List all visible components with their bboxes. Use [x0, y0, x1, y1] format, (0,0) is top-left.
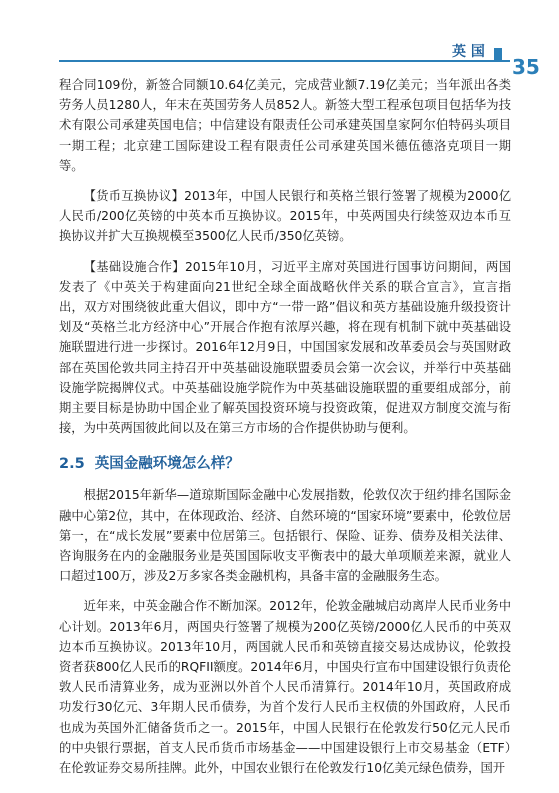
page-body: [59, 75, 511, 788]
paragraph-infrastructure: 【基础设施合作】2015年10月，习近平主席对英国进行国事访问期间，两国发表了《中英关于构建面向21世纪全球全面战略伙伴关系的联合宣言》，宣言指出，双方对围绕彼此重大倡议，即中方“一带一路”倡议和英方基础设施升级投资计划及“英格兰北方经济中心”开展合作抱有浓厚兴趣，将在现有机制下就中英基础设施联盟进行进一步探讨。2016年12月9日，中国国家发展和改革委员会与英国财政部在英国伦敦共同主持召开中英基础设施联盟委员会第一次会议，并举行中英基础设施学院揭牌仪式。中英基础设施学院作为中英基础设施联盟的重要组成部分，前期主要目标是协助中国企业了解英国投资环境与投资政策，促进双方制度交流与衔接，为中英两国彼此间以及在第三方市场的合作提供协助与便利。: [59, 259, 511, 436]
paragraph-currency-swap: 【货币互换协议】2013年，中国人民银行和英格兰银行签署了规模为2000亿人民币/200亿英镑的中英本币互换协议。2015年，中英两国央行续签双边本币互换协议并扩大互换规模至3500亿人民币/350亿英镑。: [59, 189, 511, 244]
section-heading: [59, 452, 511, 473]
header-accent-mark: [494, 48, 502, 60]
paragraph-financial-center: 根据2015年新华—道琼斯国际金融中心发展指数，伦敦仅次于纽约排名国际金融中心第2位，其中，在体现政治、经济、自然环境的“国家环境”要素中，伦敦位居第一，在“成长发展”要素中位居第三。包括银行、保险、证券、债券及相关法律、咨询服务在内的金融服务业是英国国际收支平衡表中的最大单项顺差来源，就业人口超过100万，涉及2万多家各类金融机构，具备丰富的金融服务生态。: [59, 488, 511, 584]
header-rule: [59, 60, 510, 62]
page-number: 35: [512, 55, 540, 79]
header-country-label: 英 国: [452, 44, 485, 60]
paragraph-financial-cooperation: 近年来，中英金融合作不断加深。2012年，伦敦金融城启动离岸人民币业务中心计划。2013年6月，两国央行签署了规模为200亿英镑/2000亿人民币的中英双边本币互换协议。2013年10月，两国就人民币和英镑直接交易达成协议，伦敦投资者获800亿人民币的RQFII额度。2014年6月，中国央行宣布中国建设银行负责伦敦人民币清算业务，成为亚洲以外首个人民币清算行。2014年10月，英国政府成功发行30亿元、3年期人民币债券，为首个发行人民币主权债的外国政府，人民币也成为英国外汇储备货币之一。2015年，中国人民银行在伦敦发行50亿元人民币的中央银行票据，首支人民币货币市场基金——中国建设银行上市交易基金（ETF）在伦敦证券交易所挂牌。此外，中国农业银行在伦敦发行10亿美元绿色债券，国开: [59, 599, 511, 776]
section-number: 2.5: [59, 456, 85, 473]
paragraph-continuation: 程合同109份，新签合同额10.64亿美元，完成营业额7.19亿美元；当年派出各类劳务人员1280人，年末在英国劳务人员852人。新签大型工程承包项目包括华为技术有限公司承建英国电信；中信建设有限责任公司承建英国皇家阿尔伯特码头项目一期工程；北京建工国际建设工程有限责任公司承建英国米德伍德洛克项目一期等。: [59, 78, 511, 173]
section-title: 英国金融环境怎么样？: [94, 456, 240, 473]
